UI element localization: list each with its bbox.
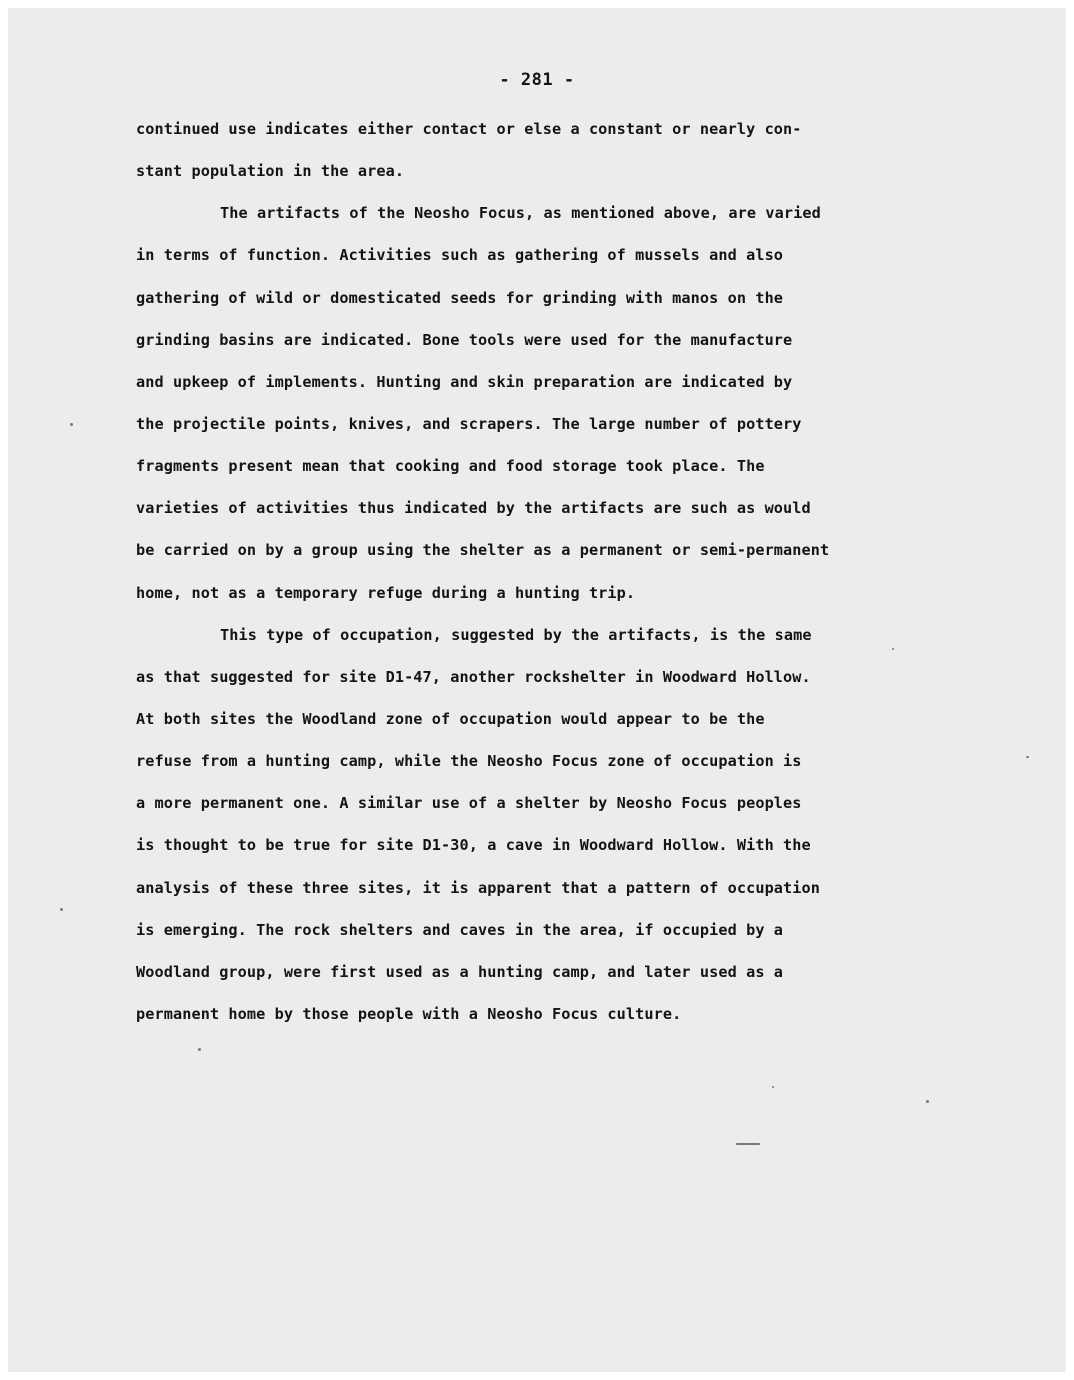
text-line: analysis of these three sites, it is apparent that a pattern of occupation <box>136 878 821 897</box>
text-line: refuse from a hunting camp, while the Neosho Focus zone of occupation is <box>136 752 802 771</box>
text-line: a more permanent one. A similar use of a shelter by Neosho Focus peoples <box>136 794 802 813</box>
text-line: is thought to be true for site D1-30, a cave in Woodward Hollow. With the <box>136 836 811 855</box>
text-line: the projectile points, knives, and scrapers. The large number of pottery <box>136 414 802 433</box>
text-line: be carried on by a group using the shelter as a permanent or semi-permanent <box>136 541 830 560</box>
text-line: At both sites the Woodland zone of occupation would appear to be the <box>136 709 765 728</box>
scan-speck <box>772 1086 774 1088</box>
document-page <box>8 8 1066 1372</box>
text-line: as that suggested for site D1-47, another rockshelter in Woodward Hollow. <box>136 667 811 686</box>
text-line: gathering of wild or domesticated seeds for grinding with manos on the <box>136 288 784 307</box>
page-number: - 281 - <box>499 70 575 90</box>
scan-speck <box>198 1048 201 1051</box>
text-line: and upkeep of implements. Hunting and skin preparation are indicated by <box>136 372 793 391</box>
text-line: grinding basins are indicated. Bone tools were used for the manufacture <box>136 330 793 349</box>
text-line: This type of occupation, suggested by the artifacts, is the same <box>220 625 812 644</box>
text-line: in terms of function. Activities such as gathering of mussels and also <box>136 246 784 265</box>
text-line: fragments present mean that cooking and food storage took place. The <box>136 457 765 476</box>
scan-speck <box>70 423 73 426</box>
text-line: varieties of activities thus indicated by the artifacts are such as would <box>136 499 811 518</box>
scan-speck <box>1026 756 1029 758</box>
scan-speck <box>60 908 63 911</box>
scan-speck <box>892 648 894 650</box>
text-line: The artifacts of the Neosho Focus, as mentioned above, are varied <box>220 204 821 223</box>
text-line: continued use indicates either contact or else a constant or nearly con- <box>136 120 802 138</box>
text-line: permanent home by those people with a Neosho Focus culture. <box>136 1004 682 1023</box>
text-line: Woodland group, were first used as a hunting camp, and later used as a <box>136 962 784 981</box>
text-line: is emerging. The rock shelters and caves in the area, if occupied by a <box>136 920 784 939</box>
text-line: stant population in the area. <box>136 162 405 181</box>
text-line: home, not as a temporary refuge during a hunting trip. <box>136 583 636 602</box>
body-text <box>136 108 936 1035</box>
scan-speck <box>736 1143 760 1145</box>
scan-speck <box>926 1100 929 1103</box>
